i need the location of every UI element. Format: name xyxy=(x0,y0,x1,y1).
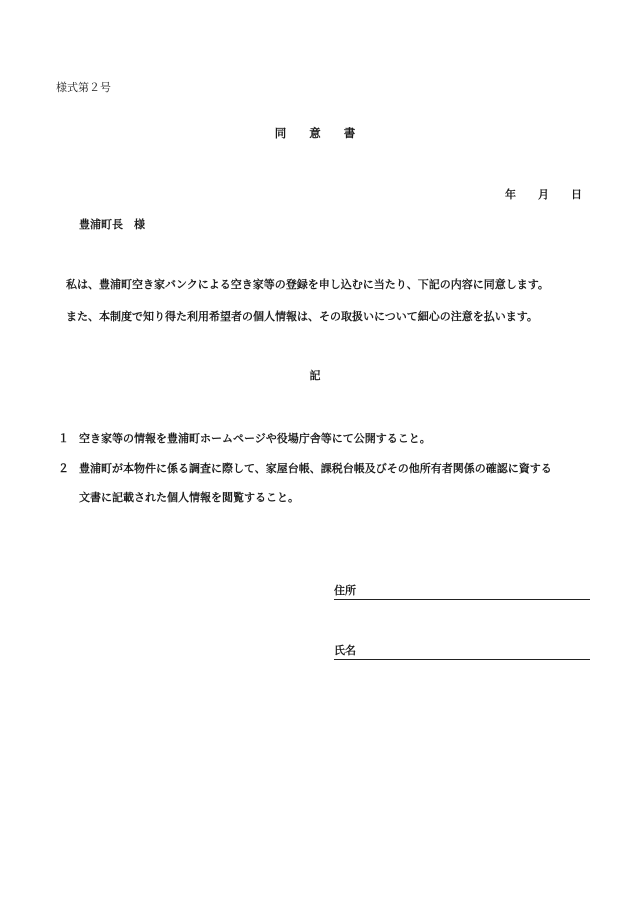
address-field[interactable] xyxy=(334,582,590,600)
item-2-continuation: 文書に記載された個人情報を閲覧すること。 xyxy=(79,491,299,504)
item-2-text: 豊浦町が本物件に係る調査に際して、家屋台帳、課税台帳及びその他所有者関係の確認に資する xyxy=(79,462,552,475)
consent-paragraph-1: 私は、豊浦町空き家バンクによる空き家等の登録を申し込むに当たり、下記の内容に同意します。 xyxy=(66,278,549,291)
address-label: 住所 xyxy=(334,584,356,597)
item-2-number: ２ xyxy=(58,462,69,475)
name-field[interactable] xyxy=(334,642,590,660)
item-1-number: １ xyxy=(58,432,69,445)
document-title: 同 意 書 xyxy=(274,126,356,140)
name-label: 氏名 xyxy=(334,644,356,657)
addressee: 豊浦町長 様 xyxy=(79,218,145,231)
ki-heading: 記 xyxy=(309,369,321,382)
form-number: 様式第２号 xyxy=(56,81,111,94)
consent-paragraph-2: また、本制度で知り得た利用希望者の個人情報は、その取扱いについて細心の注意を払います。 xyxy=(66,310,538,323)
item-1-text: 空き家等の情報を豊浦町ホームページや役場庁舎等にて公開すること。 xyxy=(79,432,431,445)
date-line: 年 月 日 xyxy=(505,188,582,201)
